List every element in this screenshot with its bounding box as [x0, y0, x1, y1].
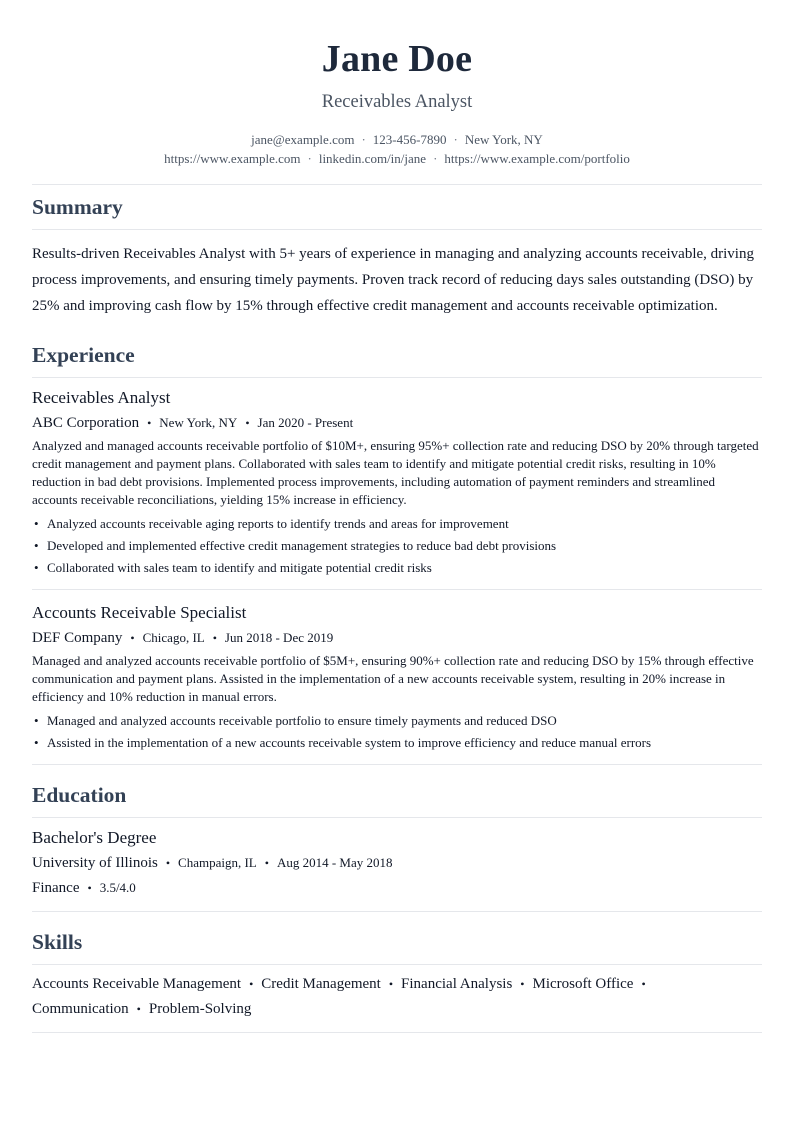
separator-dot: • [147, 416, 152, 430]
skills-section [32, 920, 762, 1033]
gpa: 3.5/4.0 [99, 880, 136, 895]
separator-dot: • [245, 416, 250, 430]
bullet-text: Analyzed accounts receivable aging reports to identify trends and areas for improvement [47, 516, 509, 531]
job-description: Analyzed and managed accounts receivable portfolio of $10M+, ensuring 95%+ collection rate and reducing DSO by 20% through targeted credit management and payment plans. Collaborated with sales team to identify and mitigate potential credit risks, resulting in 10% reduction in bad debt provisions. Implemented process improvements, including automation of payment reminders and streamlined accounts receivable reconciliations, yielding 15% increase in efficiency. [32, 438, 759, 507]
separator: · [361, 132, 366, 147]
divider [32, 229, 762, 230]
separator: · [453, 132, 458, 147]
degree: Bachelor's Degree [32, 828, 157, 847]
job-entry-1 [32, 378, 762, 579]
skill-item: Financial Analysis [401, 976, 513, 992]
company-name: ABC Corporation [32, 415, 140, 431]
separator-dot: • [87, 881, 92, 895]
list-item [32, 732, 762, 754]
website-link[interactable]: https://www.example.com [164, 151, 301, 166]
list-item [32, 513, 762, 535]
separator-dot: • [136, 1002, 141, 1016]
bullet-icon: • [34, 713, 39, 728]
resume-page [32, 0, 762, 1033]
summary-text: Results-driven Receivables Analyst with 5+ years of experience in managing and analyzing accounts receivable, driving process improvements, and ensuring timely payments. Proven track record of reducing days sales outstanding (DSO) by 25% and improving cash flow by 15% through effective credit management and accounts receivable optimization. [32, 246, 754, 314]
phone-number: 123-456-7890 [372, 132, 447, 147]
job-description: Managed and analyzed accounts receivable portfolio of $5M+, ensuring 90%+ collection rate and reducing DSO by 15% through effective communication and payment plans. Assisted in the implementation of a new accounts receivable system, resulting in 20% increase in efficiency and 10% reduction in manual errors. [32, 653, 754, 704]
skill-item: Microsoft Office [532, 976, 634, 992]
bullet-icon: • [34, 538, 39, 553]
separator-dot: • [212, 631, 217, 645]
bullet-icon: • [34, 560, 39, 575]
divider [32, 1032, 762, 1033]
bullet-icon: • [34, 516, 39, 531]
summary-heading: Summary [32, 195, 123, 219]
job-dates: Jun 2018 - Dec 2019 [224, 630, 334, 645]
education-meta [32, 853, 762, 873]
skill-item: Credit Management [261, 976, 381, 992]
field-of-study: Finance [32, 880, 80, 896]
job-location: Chicago, IL [142, 630, 205, 645]
job-location: New York, NY [159, 415, 238, 430]
education-field-meta [32, 878, 762, 898]
separator: · [307, 151, 312, 166]
separator-dot: • [130, 631, 135, 645]
divider [32, 911, 762, 912]
bullet-text: Collaborated with sales team to identify and mitigate potential credit risks [47, 560, 432, 575]
bullet-icon: • [34, 735, 39, 750]
education-dates: Aug 2014 - May 2018 [276, 855, 393, 870]
portfolio-link[interactable]: https://www.example.com/portfolio [444, 151, 630, 166]
separator-dot: • [641, 977, 646, 991]
separator-dot: • [249, 977, 254, 991]
list-item [32, 535, 762, 557]
job-meta [32, 413, 762, 433]
divider [32, 764, 762, 765]
job-meta [32, 628, 762, 648]
contact-info [32, 130, 762, 168]
separator-dot: • [388, 977, 394, 991]
bullet-text: Managed and analyzed accounts receivable portfolio to ensure timely payments and reduced DSO [47, 713, 557, 728]
school-name: University of Illinois [32, 855, 158, 871]
list-item [32, 710, 762, 732]
job-title: Receivables Analyst [32, 388, 171, 407]
skills-heading: Skills [32, 930, 83, 954]
skill-item: Communication [32, 1001, 129, 1017]
job-title: Accounts Receivable Specialist [32, 603, 247, 622]
job-dates: Jan 2020 - Present [257, 415, 354, 430]
experience-heading: Experience [32, 343, 135, 367]
separator-dot: • [520, 977, 525, 991]
education-heading: Education [32, 783, 127, 807]
separator-dot: • [264, 856, 269, 870]
location: New York, NY [464, 132, 543, 147]
resume-header [32, 38, 762, 168]
separator-dot: • [165, 856, 171, 870]
linkedin-link[interactable]: linkedin.com/in/jane [318, 151, 427, 166]
contact-line-1 [32, 130, 762, 149]
skill-item: Problem-Solving [148, 1001, 252, 1017]
job-entry-2 [32, 590, 762, 754]
education-section [32, 773, 762, 912]
summary-section [32, 185, 762, 319]
list-item [32, 557, 762, 579]
school-location: Champaign, IL [178, 855, 257, 870]
skill-item: Accounts Receivable Management [32, 976, 242, 992]
experience-section [32, 333, 762, 765]
skills-list [32, 965, 762, 1032]
email-link[interactable]: jane@example.com [251, 132, 355, 147]
candidate-title: Receivables Analyst [321, 92, 473, 112]
job-bullets [32, 710, 762, 754]
separator: · [433, 151, 438, 166]
bullet-text: Assisted in the implementation of a new accounts receivable system to improve efficiency and reduce manual errors [47, 735, 652, 750]
contact-line-2 [32, 149, 762, 168]
candidate-name: Jane Doe [321, 38, 473, 80]
company-name: DEF Company [32, 630, 123, 646]
education-entry [32, 818, 762, 898]
bullet-text: Developed and implemented effective credit management strategies to reduce bad debt provisions [47, 538, 557, 553]
job-bullets [32, 513, 762, 579]
